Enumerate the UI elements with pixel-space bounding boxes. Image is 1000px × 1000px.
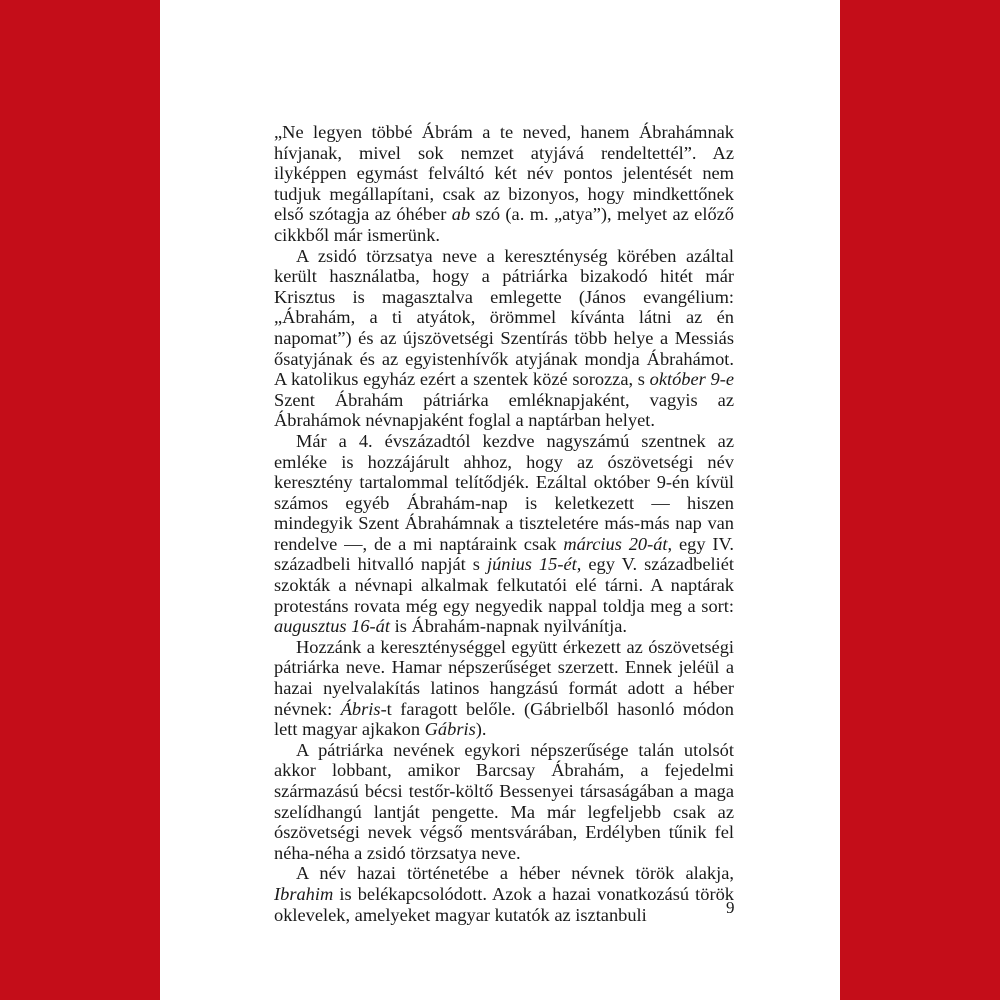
paragraph-4 (274, 637, 734, 740)
italic-run: Ábris (340, 698, 381, 719)
italic-run: Gábris (424, 719, 476, 740)
italic-run: ab (451, 204, 471, 225)
text-run: Már a 4. évszázadtól kezdve nagyszámú szentnek az emléke is hozzájárult ahhoz, hogy az ószövetségi név keresztény tartalommal telítődjék. Ezáltal október 9-én kívül számos egyéb Ábrahám-nap is keletkezett — hiszen mindegyik Szent Ábrahámnak a tiszteletére más-más nap van rendelve —, de a mi naptáraink csak (274, 430, 734, 554)
page-number: 9 (726, 898, 735, 917)
text-run: A pátriárka nevének egykori népszerűsége talán utolsót akkor lobbant, amikor Barcsay Ábrahám, a fejedelmi származású bécsi testőr-költő Bessenyei társaságában a maga szelídhangú lantját pengette. Ma már legfeljebb csak az ószövetségi nevek végső mentsvárában, Erdélyben tűnik fel néha-néha a zsidó törzsatya neve. (274, 739, 734, 863)
body-text (274, 122, 734, 925)
text-run: is Ábrahám-napnak nyilvánítja. (389, 616, 627, 637)
book-page (160, 0, 840, 1000)
text-run: Hozzánk a kereszténységgel együtt érkezett az ószövetségi pátriárka neve. Hamar népszerűséget szerzett. Ennek jeléül a hazai nyelvalakítás latinos hangzású formát adott a héber névnek: (274, 636, 734, 719)
text-run: , egy IV. századbeli hitvalló napját s (274, 533, 734, 575)
text-run: is belékapcsolódott. Azok a hazai vonatkozású török oklevelek, amelyeket magyar kutatók az isztanbuli (274, 883, 734, 925)
paragraph-1 (274, 122, 734, 246)
paragraph-3 (274, 431, 734, 637)
text-run: ). (475, 719, 487, 740)
text-run: A zsidó törzsatya neve a kereszténység körében azáltal került használatba, hogy a pátriárka bizakodó hitét már Krisztus is magasztalva emlegette (János evangélium: „Ábrahám, a ti atyátok, örömmel kívánta látni az én napomat”) és az újszövetségi Szentírás több helye a Messiás ősatyjának és az egyistenhívők atyjának mondja Ábrahámot. A katolikus egyház ezért a szentek közé sorozza, s (274, 245, 734, 390)
text-run: A név hazai történetébe a héber névnek török alakja, (296, 863, 734, 884)
text-run: Szent Ábrahám pátriárka emléknapjaként, vagyis az Ábrahámok névnapjaként foglal a naptárban helyet. (274, 389, 734, 431)
text-run: szó (a. m. „atya”), melyet az előző cikkből már ismerünk. (274, 204, 734, 245)
paragraph-5 (274, 740, 734, 864)
italic-run: június 15-ét (486, 554, 577, 575)
paragraph-2 (274, 246, 734, 431)
italic-run: október 9-e (649, 369, 734, 390)
text-run: -t faragott belőle. (Gábrielből hasonló módon lett magyar ajkakon (274, 698, 734, 740)
italic-run: március 20-át (563, 533, 668, 554)
text-run: , egy V. századbeliét szokták a névnapi alkalmak felkutatói elé tárni. A naptárak protestáns rovata még egy negyedik nappal toldja meg a sort: (274, 554, 734, 616)
italic-run: Ibrahim (274, 883, 334, 904)
italic-run: augusztus 16-át (274, 616, 390, 637)
paragraph-6 (274, 863, 734, 925)
text-run: „Ne legyen többé Ábrám a te neved, hanem Ábrahámnak hívjanak, mivel sok nemzet atyjává rendeltettél”. Az ilyképpen egymást felváltó két név pontos jelentését nem tudjuk megállapítani, csak az bizonyos, hogy mindkettőnek első szótagja az óhéber (274, 122, 734, 225)
